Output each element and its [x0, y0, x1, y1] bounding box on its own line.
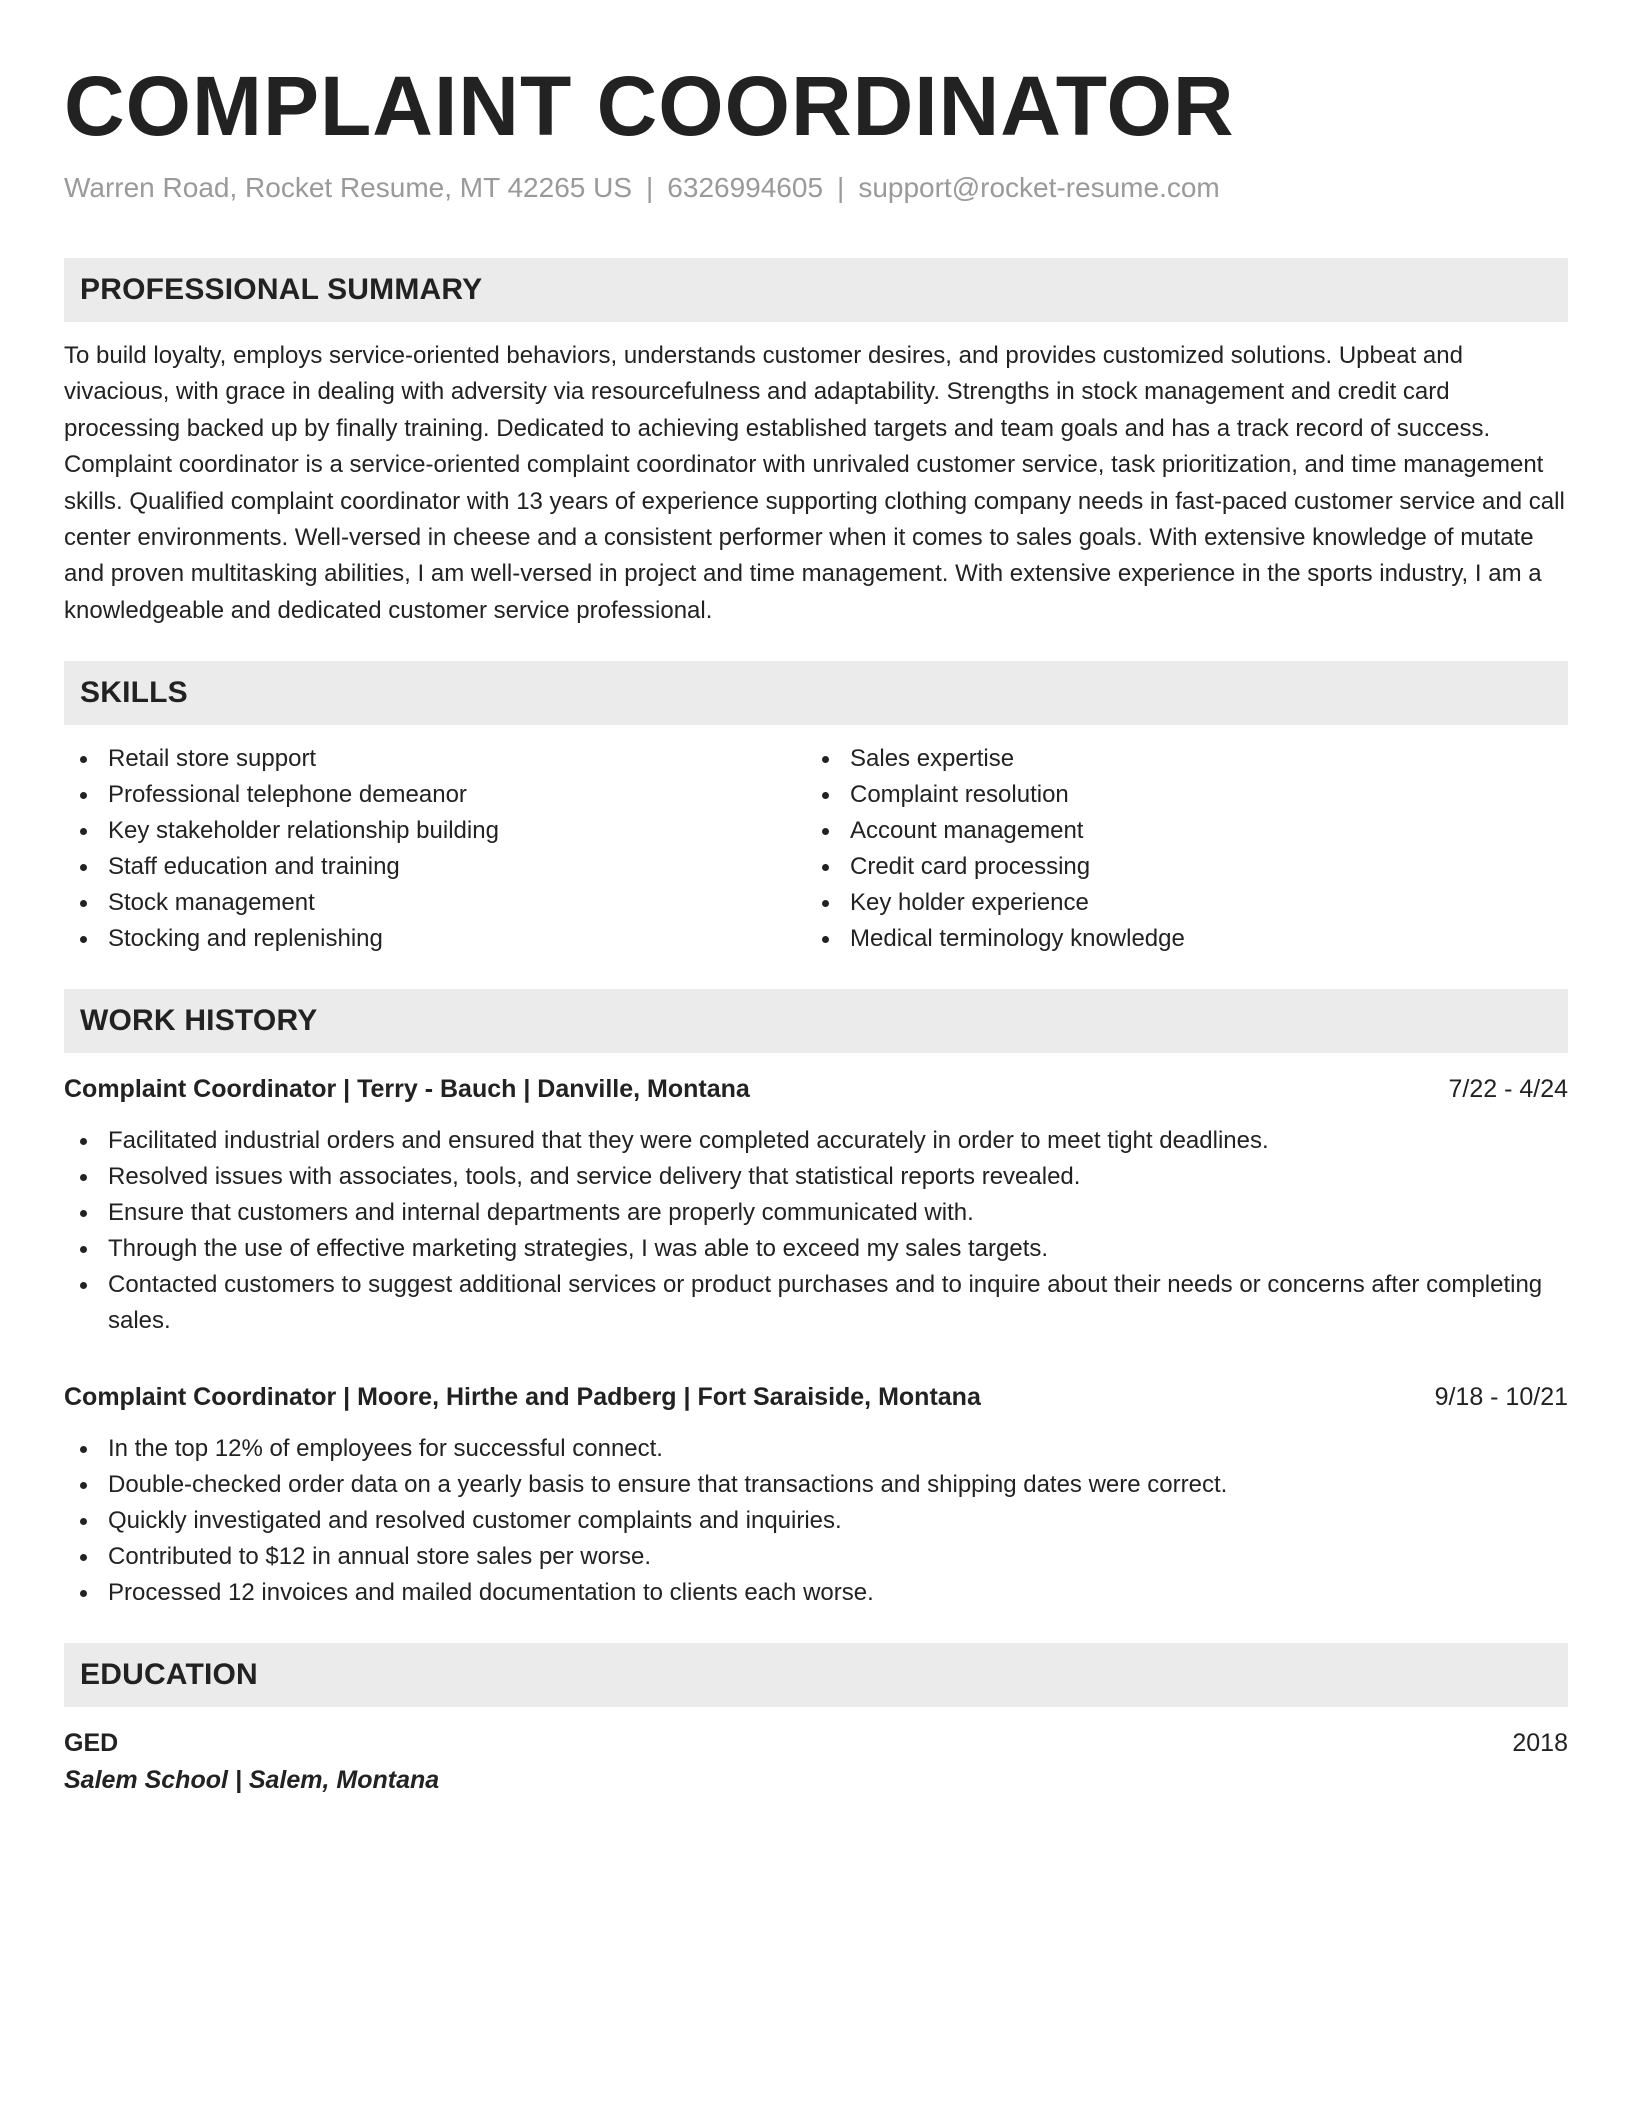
- job-header: [64, 1379, 1568, 1415]
- summary-section: [64, 258, 1568, 629]
- summary-heading: PROFESSIONAL SUMMARY: [64, 258, 1568, 322]
- job-bullet: Contacted customers to suggest additional services or product purchases and to inquire about their needs or concerns after completing sales.: [64, 1267, 1568, 1339]
- education-section: [64, 1643, 1568, 1799]
- job-bullet: Through the use of effective marketing strategies, I was able to exceed my sales targets.: [64, 1231, 1568, 1267]
- summary-text: To build loyalty, employs service-oriented behaviors, understands customer desires, and provides customized solutions. Upbeat and vivacious, with grace in dealing with adversity via resourcefulness and adaptability. Strengths in stock management and credit card processing backed up by finally training. Dedicated to achieving established targets and team goals and has a track record of success. Complaint coordinator is a service-oriented complaint coordinator with unrivaled customer service, task prioritization, and time management skills. Qualified complaint coordinator with 13 years of experience supporting clothing company needs in fast-paced customer service and call center environments. Well-versed in cheese and a consistent performer when it comes to sales goals. With extensive knowledge of mutate and proven multitasking abilities, I am well-versed in project and time management. With extensive experience in the sports industry, I am a knowledgeable and dedicated customer service professional.: [64, 342, 1565, 624]
- contact-separator: |: [646, 172, 654, 203]
- education-heading: EDUCATION: [64, 1643, 1568, 1707]
- skill-item: Credit card processing: [806, 849, 1548, 885]
- job-dates: 7/22 - 4/24: [1448, 1075, 1568, 1104]
- education-header: [64, 1725, 1568, 1761]
- skills-right-column: [806, 741, 1548, 957]
- job-bullets: [64, 1123, 1568, 1339]
- contact-address: Warren Road, Rocket Resume, MT 42265 US: [64, 172, 633, 203]
- skill-item: Retail store support: [64, 741, 806, 777]
- job-bullet: Resolved issues with associates, tools, and service delivery that statistical reports revealed.: [64, 1159, 1568, 1195]
- candidate-name: COMPLAINT COORDINATOR: [64, 59, 1235, 153]
- contact-separator: |: [837, 172, 845, 203]
- job-bullets: [64, 1431, 1568, 1611]
- job-bullet: Processed 12 invoices and mailed documentation to clients each worse.: [64, 1575, 1568, 1611]
- skill-item: Key holder experience: [806, 885, 1548, 921]
- skills-left-column: [64, 741, 806, 957]
- skill-item: Professional telephone demeanor: [64, 777, 806, 813]
- skills-heading: SKILLS: [64, 661, 1568, 725]
- skills-grid: [64, 741, 1568, 957]
- work-history-section: [64, 989, 1568, 1611]
- job-title: Complaint Coordinator | Moore, Hirthe and Padberg | Fort Saraiside, Montana: [64, 1383, 981, 1412]
- education-school: Salem School | Salem, Montana: [64, 1766, 440, 1795]
- education-degree: GED: [64, 1729, 119, 1758]
- job-entry: [64, 1379, 1568, 1611]
- job-entry: [64, 1071, 1568, 1339]
- job-dates: 9/18 - 10/21: [1434, 1383, 1568, 1412]
- skill-item: Account management: [806, 813, 1548, 849]
- skill-item: Sales expertise: [806, 741, 1548, 777]
- contact-email: support@rocket-resume.com: [858, 172, 1220, 203]
- skill-item: Stock management: [64, 885, 806, 921]
- job-header: [64, 1071, 1568, 1107]
- skill-item: Key stakeholder relationship building: [64, 813, 806, 849]
- education-year: 2018: [1512, 1729, 1568, 1758]
- job-bullet: Quickly investigated and resolved customer complaints and inquiries.: [64, 1503, 1568, 1539]
- resume-page: [64, 56, 1568, 1799]
- job-title: Complaint Coordinator | Terry - Bauch | Danville, Montana: [64, 1075, 750, 1104]
- job-bullet: Contributed to $12 in annual store sales per worse.: [64, 1539, 1568, 1575]
- skill-item: Stocking and replenishing: [64, 921, 806, 957]
- job-bullet: Facilitated industrial orders and ensured that they were completed accurately in order to meet tight deadlines.: [64, 1123, 1568, 1159]
- contact-phone: 6326994605: [667, 172, 824, 203]
- skill-item: Staff education and training: [64, 849, 806, 885]
- work-history-heading: WORK HISTORY: [64, 989, 1568, 1053]
- skills-section: [64, 661, 1568, 957]
- job-bullet: In the top 12% of employees for successful connect.: [64, 1431, 1568, 1467]
- job-bullet: Double-checked order data on a yearly basis to ensure that transactions and shipping dates were correct.: [64, 1467, 1568, 1503]
- skill-item: Medical terminology knowledge: [806, 921, 1548, 957]
- skill-item: Complaint resolution: [806, 777, 1548, 813]
- job-bullet: Ensure that customers and internal departments are properly communicated with.: [64, 1195, 1568, 1231]
- contact-line: [64, 168, 1568, 208]
